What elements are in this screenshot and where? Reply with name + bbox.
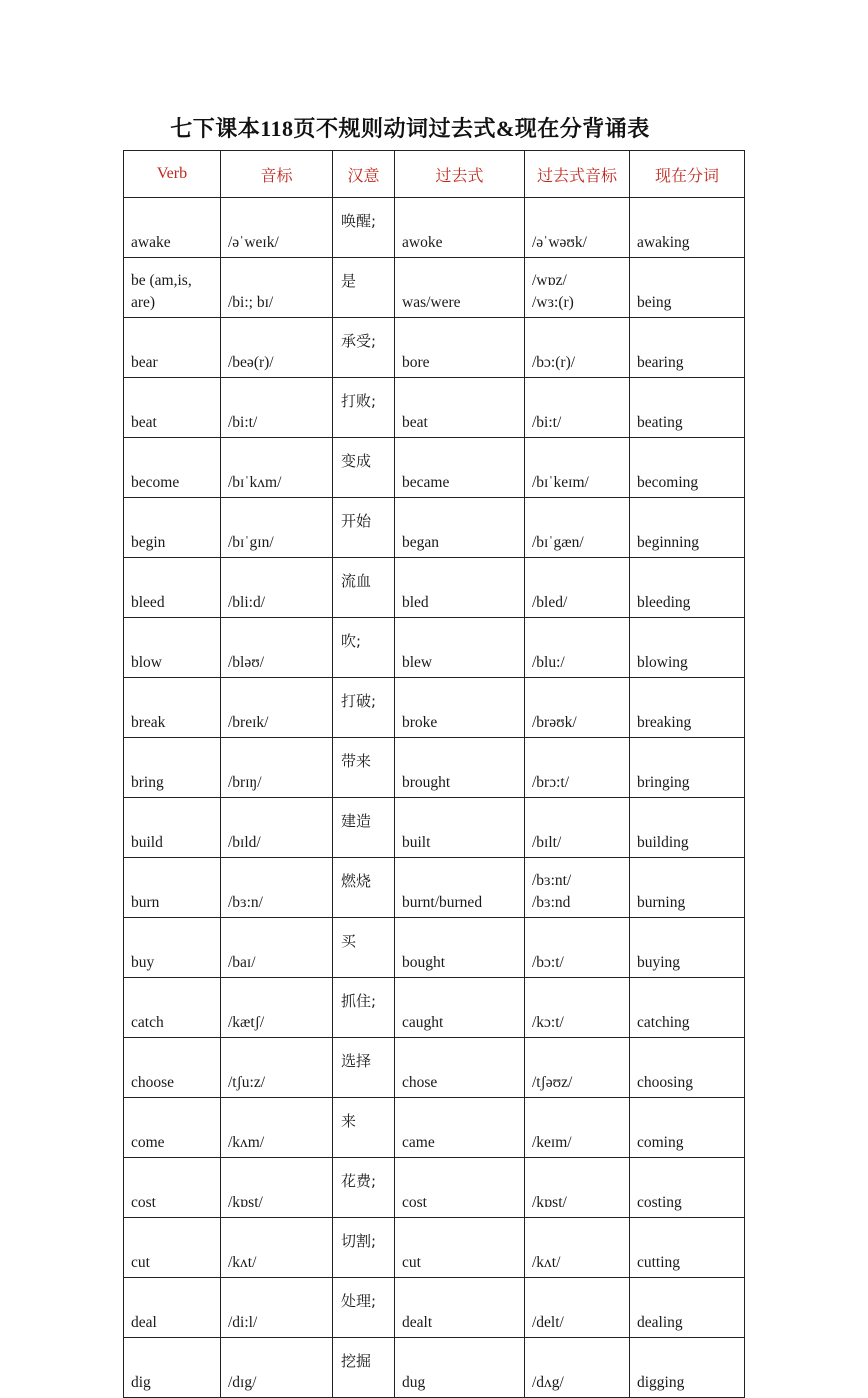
meaning-cell-text: 打败;: [341, 391, 377, 410]
meaning-cell-text: 切割;: [341, 1231, 377, 1250]
header-row: [124, 151, 745, 198]
present-participle-cell: [630, 558, 745, 618]
meaning-cell-text: 吹;: [341, 631, 362, 650]
meaning-cell-text: 来: [341, 1111, 357, 1130]
present-participle-cell: [630, 258, 745, 318]
phonetic-cell-text: /bləʊ/: [228, 654, 265, 671]
present-participle-cell-text: costing: [637, 1194, 682, 1211]
past-cell-text: began: [402, 534, 440, 551]
past-phonetic-cell: [525, 318, 630, 378]
verb-cell: [124, 558, 221, 618]
verb-cell-text: cut: [131, 1254, 150, 1271]
meaning-cell: [333, 258, 395, 318]
phonetic-cell-text: /breɪk/: [228, 714, 269, 731]
past-cell-text: dealt: [402, 1314, 433, 1331]
phonetic-cell: [221, 558, 333, 618]
past-phonetic-cell-text: /bi:t/: [532, 414, 562, 431]
present-participle-cell-text: awaking: [637, 234, 690, 251]
past-cell: [395, 1038, 525, 1098]
meaning-cell-text: 花费;: [341, 1171, 377, 1190]
past-cell: [395, 318, 525, 378]
past-phonetic-cell-text: /bɔ:(r)/: [532, 354, 576, 371]
verb-cell: [124, 918, 221, 978]
past-cell-text: dug: [402, 1374, 426, 1391]
phonetic-cell-text: /brɪŋ/: [228, 774, 262, 791]
meaning-cell: [333, 378, 395, 438]
past-cell-text: broke: [402, 714, 438, 731]
verb-cell: [124, 438, 221, 498]
present-participle-cell: [630, 618, 745, 678]
verb-cell-text: dig: [131, 1374, 151, 1391]
phonetic-cell: [221, 318, 333, 378]
header-past: 过去式: [395, 151, 525, 198]
meaning-cell-text: 唤醒;: [341, 211, 377, 230]
past-phonetic-cell-text: /bɪlt/: [532, 834, 562, 851]
present-participle-cell-text: catching: [637, 1014, 690, 1031]
present-participle-cell: [630, 498, 745, 558]
past-cell: [395, 618, 525, 678]
past-cell: [395, 1278, 525, 1338]
meaning-cell-text: 抓住;: [341, 991, 377, 1010]
verb-cell: [124, 1278, 221, 1338]
past-phonetic-cell-text: /brəʊk/: [532, 714, 577, 731]
phonetic-cell-text: /bɜ:n/: [228, 894, 263, 911]
verb-cell-text: bear: [131, 354, 158, 371]
meaning-cell: [333, 1278, 395, 1338]
verb-cell-text: awake: [131, 234, 171, 251]
past-cell: [395, 978, 525, 1038]
present-participle-cell: [630, 1098, 745, 1158]
past-phonetic-cell-text: /bled/: [532, 594, 568, 611]
past-phonetic-cell-text: /bɪˈkeɪm/: [532, 474, 589, 491]
meaning-cell-text: 买: [341, 931, 357, 950]
phonetic-cell: [221, 858, 333, 918]
phonetic-cell: [221, 1098, 333, 1158]
past-phonetic-cell: [525, 378, 630, 438]
present-participle-cell-text: buying: [637, 954, 681, 971]
table-row: [124, 678, 745, 738]
past-cell-text: bought: [402, 954, 446, 971]
present-participle-cell-text: cutting: [637, 1254, 681, 1271]
verb-cell-text: blow: [131, 654, 162, 671]
verb-cell-text: are): [131, 294, 156, 311]
past-phonetic-cell-text: /dʌg/: [532, 1374, 564, 1391]
past-phonetic-cell: [525, 678, 630, 738]
present-participle-cell-text: burning: [637, 894, 686, 911]
past-phonetic-cell-text: /blu:/: [532, 654, 565, 671]
past-phonetic-cell: [525, 198, 630, 258]
phonetic-cell: [221, 678, 333, 738]
phonetic-cell: [221, 198, 333, 258]
verb-cell: [124, 738, 221, 798]
meaning-cell: [333, 1158, 395, 1218]
phonetic-cell-text: /bi:; bɪ/: [228, 294, 274, 311]
table-row: [124, 558, 745, 618]
meaning-cell-text: 带来: [341, 751, 372, 770]
verb-cell: [124, 1338, 221, 1398]
past-cell: [395, 738, 525, 798]
verb-cell: [124, 858, 221, 918]
phonetic-cell: [221, 978, 333, 1038]
past-phonetic-cell: [525, 1098, 630, 1158]
phonetic-cell-text: /bɪˈgɪn/: [228, 534, 274, 551]
past-cell: [395, 678, 525, 738]
past-phonetic-cell-text: /kɒst/: [532, 1194, 567, 1211]
meaning-cell: [333, 918, 395, 978]
header-present-participle: 现在分词: [630, 151, 745, 198]
past-cell: [395, 1338, 525, 1398]
verb-cell: [124, 1158, 221, 1218]
header-verb: Verb: [124, 151, 221, 198]
meaning-cell-text: 选择: [341, 1051, 372, 1070]
past-cell: [395, 198, 525, 258]
phonetic-cell-text: /beə(r)/: [228, 354, 274, 371]
present-participle-cell: [630, 1038, 745, 1098]
table-row: [124, 198, 745, 258]
past-phonetic-cell-text: /delt/: [532, 1314, 564, 1331]
table-row: [124, 378, 745, 438]
phonetic-cell: [221, 1278, 333, 1338]
table-row: [124, 918, 745, 978]
past-cell-text: built: [402, 834, 431, 851]
present-participle-cell-text: being: [637, 294, 672, 311]
past-cell-text: was/were: [402, 294, 461, 311]
meaning-cell: [333, 1038, 395, 1098]
verb-cell-text: buy: [131, 954, 155, 971]
table-row: [124, 438, 745, 498]
verb-cell: [124, 318, 221, 378]
past-phonetic-cell-text: /bɜ:nt/: [532, 872, 572, 889]
header-phonetic: 音标: [221, 151, 333, 198]
meaning-cell: [333, 738, 395, 798]
present-participle-cell-text: breaking: [637, 714, 692, 731]
past-phonetic-cell: [525, 438, 630, 498]
present-participle-cell: [630, 678, 745, 738]
phonetic-cell: [221, 378, 333, 438]
past-phonetic-cell-text: /bɔ:t/: [532, 954, 564, 971]
past-phonetic-cell-text: /kʌt/: [532, 1254, 561, 1271]
past-cell-text: bled: [402, 594, 429, 611]
meaning-cell-text: 挖掘: [341, 1351, 372, 1370]
verb-cell-text: come: [131, 1134, 165, 1151]
phonetic-cell-text: /bli:d/: [228, 594, 266, 611]
verb-cell: [124, 258, 221, 318]
table-row: [124, 798, 745, 858]
past-phonetic-cell-text: /kɔ:t/: [532, 1014, 564, 1031]
table-row: [124, 618, 745, 678]
meaning-cell: [333, 618, 395, 678]
verb-cell-text: become: [131, 474, 180, 491]
past-cell: [395, 918, 525, 978]
past-cell: [395, 438, 525, 498]
verb-cell: [124, 1098, 221, 1158]
phonetic-cell: [221, 498, 333, 558]
past-phonetic-cell: [525, 1038, 630, 1098]
past-phonetic-cell-text: /tʃəʊz/: [532, 1074, 573, 1091]
phonetic-cell-text: /kætʃ/: [228, 1014, 265, 1031]
verb-cell: [124, 798, 221, 858]
present-participle-cell-text: bringing: [637, 774, 690, 791]
present-participle-cell: [630, 1278, 745, 1338]
past-phonetic-cell-text: /brɔ:t/: [532, 774, 570, 791]
table-row: [124, 738, 745, 798]
verb-table: [123, 150, 745, 1398]
table-row: [124, 498, 745, 558]
past-phonetic-cell: [525, 858, 630, 918]
past-cell-text: cut: [402, 1254, 421, 1271]
past-phonetic-cell: [525, 258, 630, 318]
present-participle-cell: [630, 438, 745, 498]
verb-cell-text: build: [131, 834, 163, 851]
verb-cell: [124, 618, 221, 678]
meaning-cell: [333, 978, 395, 1038]
past-phonetic-cell-text: /bɜ:nd: [532, 894, 571, 911]
present-participle-cell-text: bearing: [637, 354, 684, 371]
past-phonetic-cell: [525, 738, 630, 798]
table-row: [124, 1038, 745, 1098]
verb-cell: [124, 378, 221, 438]
past-phonetic-cell: [525, 558, 630, 618]
meaning-cell: [333, 858, 395, 918]
phonetic-cell-text: /kʌt/: [228, 1254, 257, 1271]
meaning-cell: [333, 1338, 395, 1398]
present-participle-cell: [630, 198, 745, 258]
meaning-cell: [333, 798, 395, 858]
past-phonetic-cell-text: /əˈwəʊk/: [532, 234, 587, 251]
table-row: [124, 318, 745, 378]
past-cell: [395, 798, 525, 858]
verb-cell: [124, 498, 221, 558]
past-phonetic-cell-text: /bɪˈgæn/: [532, 534, 584, 551]
present-participle-cell: [630, 318, 745, 378]
past-cell-text: came: [402, 1134, 435, 1151]
present-participle-cell: [630, 1338, 745, 1398]
past-cell: [395, 558, 525, 618]
phonetic-cell: [221, 258, 333, 318]
verb-cell: [124, 1038, 221, 1098]
verb-cell-text: catch: [131, 1014, 164, 1031]
phonetic-cell: [221, 738, 333, 798]
table-row: [124, 1338, 745, 1398]
past-phonetic-cell: [525, 918, 630, 978]
past-phonetic-cell: [525, 978, 630, 1038]
present-participle-cell-text: dealing: [637, 1314, 683, 1331]
past-phonetic-cell: [525, 618, 630, 678]
past-phonetic-cell: [525, 498, 630, 558]
past-cell: [395, 1098, 525, 1158]
phonetic-cell: [221, 798, 333, 858]
verb-cell-text: break: [131, 714, 166, 731]
phonetic-cell: [221, 918, 333, 978]
present-participle-cell: [630, 918, 745, 978]
meaning-cell-text: 开始: [341, 511, 372, 530]
phonetic-cell-text: /kʌm/: [228, 1134, 265, 1151]
meaning-cell-text: 建造: [341, 811, 372, 830]
header-meaning: 汉意: [333, 151, 395, 198]
verb-cell-text: be (am,is,: [131, 272, 192, 289]
phonetic-cell: [221, 1158, 333, 1218]
phonetic-cell-text: /əˈweɪk/: [228, 234, 279, 251]
meaning-cell: [333, 498, 395, 558]
table-row: [124, 1278, 745, 1338]
present-participle-cell-text: becoming: [637, 474, 699, 491]
present-participle-cell-text: beginning: [637, 534, 699, 551]
past-phonetic-cell-text: /wɜ:(r): [532, 294, 574, 311]
meaning-cell-text: 燃烧: [341, 871, 372, 890]
present-participle-cell: [630, 978, 745, 1038]
past-cell: [395, 858, 525, 918]
present-participle-cell-text: building: [637, 834, 689, 851]
verb-cell-text: choose: [131, 1074, 175, 1091]
phonetic-cell-text: /dɪg/: [228, 1374, 257, 1391]
verb-cell-text: bleed: [131, 594, 165, 611]
past-cell-text: became: [402, 474, 450, 491]
table-row: [124, 258, 745, 318]
verb-cell-text: burn: [131, 894, 160, 911]
past-cell: [395, 498, 525, 558]
past-cell-text: blew: [402, 654, 433, 671]
phonetic-cell: [221, 618, 333, 678]
verb-cell-text: deal: [131, 1314, 157, 1331]
past-cell-text: awoke: [402, 234, 443, 251]
phonetic-cell-text: /tʃu:z/: [228, 1074, 266, 1091]
past-cell: [395, 378, 525, 438]
present-participle-cell: [630, 738, 745, 798]
phonetic-cell: [221, 438, 333, 498]
past-cell-text: cost: [402, 1194, 427, 1211]
present-participle-cell-text: choosing: [637, 1074, 693, 1091]
verb-cell-text: beat: [131, 414, 157, 431]
phonetic-cell-text: /bɪˈkʌm/: [228, 474, 282, 491]
phonetic-cell-text: /di:l/: [228, 1314, 258, 1331]
verb-cell: [124, 978, 221, 1038]
meaning-cell: [333, 1098, 395, 1158]
phonetic-cell-text: /bi:t/: [228, 414, 258, 431]
past-cell-text: caught: [402, 1014, 444, 1031]
phonetic-cell: [221, 1038, 333, 1098]
meaning-cell-text: 承受;: [341, 331, 377, 350]
table-row: [124, 858, 745, 918]
present-participle-cell-text: bleeding: [637, 594, 691, 611]
phonetic-cell: [221, 1338, 333, 1398]
verb-cell-text: bring: [131, 774, 164, 791]
table-row: [124, 1158, 745, 1218]
present-participle-cell: [630, 798, 745, 858]
past-cell: [395, 258, 525, 318]
header-past-phonetic: 过去式音标: [525, 151, 630, 198]
meaning-cell: [333, 318, 395, 378]
past-cell-text: brought: [402, 774, 451, 791]
present-participle-cell: [630, 378, 745, 438]
meaning-cell-text: 是: [341, 271, 357, 290]
present-participle-cell-text: blowing: [637, 654, 688, 671]
present-participle-cell-text: digging: [637, 1374, 685, 1391]
past-phonetic-cell: [525, 1338, 630, 1398]
phonetic-cell-text: /kɒst/: [228, 1194, 263, 1211]
table-row: [124, 1098, 745, 1158]
phonetic-cell-text: /baɪ/: [228, 954, 256, 971]
meaning-cell-text: 变成: [341, 451, 372, 470]
past-phonetic-cell-text: /keɪm/: [532, 1134, 572, 1151]
past-cell-text: beat: [402, 414, 428, 431]
past-phonetic-cell: [525, 1278, 630, 1338]
meaning-cell-text: 打破;: [341, 691, 377, 710]
meaning-cell: [333, 198, 395, 258]
past-cell-text: chose: [402, 1074, 438, 1091]
meaning-cell: [333, 678, 395, 738]
verb-cell: [124, 198, 221, 258]
past-cell: [395, 1158, 525, 1218]
present-participle-cell: [630, 858, 745, 918]
meaning-cell-text: 流血: [341, 571, 372, 590]
present-participle-cell: [630, 1158, 745, 1218]
past-phonetic-cell: [525, 1158, 630, 1218]
verb-cell: [124, 678, 221, 738]
past-cell-text: bore: [402, 354, 430, 371]
page-title: 七下课本118页不规则动词过去式&现在分背诵表: [170, 116, 650, 141]
table-row: [124, 978, 745, 1038]
past-phonetic-cell: [525, 798, 630, 858]
present-participle-cell-text: beating: [637, 414, 683, 431]
verb-cell-text: cost: [131, 1194, 156, 1211]
meaning-cell: [333, 438, 395, 498]
meaning-cell: [333, 558, 395, 618]
verb-cell-text: begin: [131, 534, 166, 551]
present-participle-cell-text: coming: [637, 1134, 684, 1151]
meaning-cell-text: 处理;: [341, 1291, 377, 1310]
past-cell-text: burnt/burned: [402, 894, 483, 911]
past-phonetic-cell-text: /wɒz/: [532, 272, 567, 289]
phonetic-cell-text: /bɪld/: [228, 834, 261, 851]
